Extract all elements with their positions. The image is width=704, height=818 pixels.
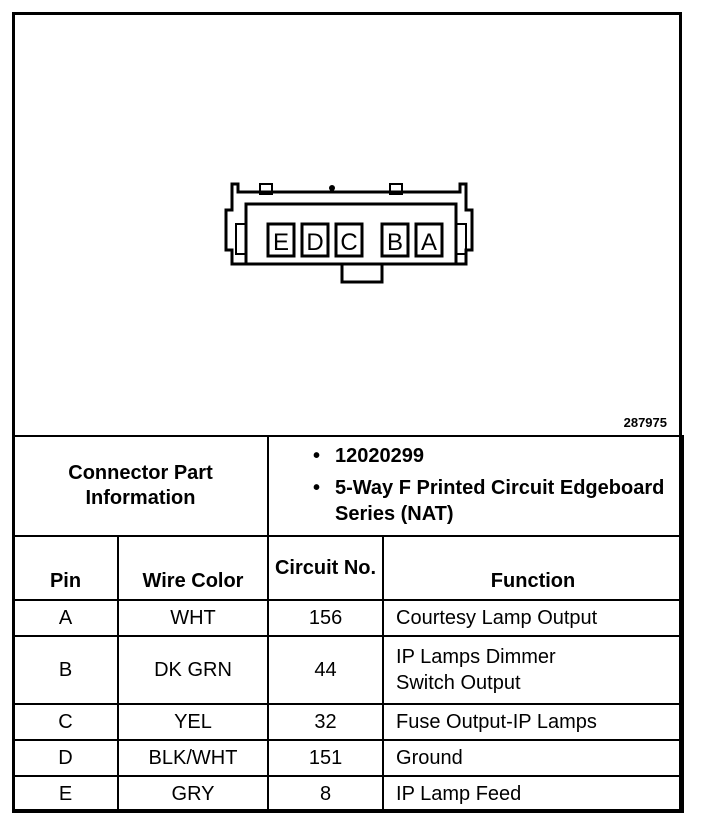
wire-color-cell: YEL xyxy=(118,704,268,740)
table-row xyxy=(13,636,683,704)
pin-cell: E xyxy=(13,776,118,812)
pin-label-a: A xyxy=(420,229,438,256)
function-cell: IP Lamp Feed xyxy=(383,776,683,812)
pin-label-c: C xyxy=(340,229,358,256)
wire-color-cell: GRY xyxy=(118,776,268,812)
function-cell: Courtesy Lamp Output xyxy=(383,600,683,636)
pin-label-b: B xyxy=(386,229,404,256)
wire-color-cell: WHT xyxy=(118,600,268,636)
header-circuit: Circuit No. xyxy=(268,536,383,600)
connector-figure xyxy=(15,15,679,435)
connector-diagram xyxy=(220,180,490,295)
table-row xyxy=(13,740,683,776)
circuit-cell: 44 xyxy=(268,636,383,704)
connector-document xyxy=(12,12,682,812)
table-row xyxy=(13,704,683,740)
pin-cell: B xyxy=(13,636,118,704)
pin-cell: A xyxy=(13,600,118,636)
header-pin: Pin xyxy=(13,536,118,600)
circuit-cell: 156 xyxy=(268,600,383,636)
function-cell: Ground xyxy=(383,740,683,776)
wire-color-cell: DK GRN xyxy=(118,636,268,704)
pin-cell: D xyxy=(13,740,118,776)
header-wire-color: Wire Color xyxy=(118,536,268,600)
column-header-row xyxy=(13,536,683,600)
figure-id: 287975 xyxy=(623,415,667,430)
function-cell: IP Lamps Dimmer Switch Output xyxy=(383,636,683,704)
table-row xyxy=(13,776,683,812)
connector-info-label: Connector Part Information xyxy=(13,436,268,536)
part-number: • 12020299 xyxy=(309,443,682,469)
pin-cell: C xyxy=(13,704,118,740)
circuit-cell: 151 xyxy=(268,740,383,776)
pin-label-d: D xyxy=(306,229,324,256)
connector-series: • 5-Way F Printed Circuit Edgeboard Series (NAT) xyxy=(309,475,682,527)
table-row xyxy=(13,600,683,636)
circuit-cell: 8 xyxy=(268,776,383,812)
pin-label-e: E xyxy=(272,229,290,256)
function-cell: Fuse Output-IP Lamps xyxy=(383,704,683,740)
wire-color-cell: BLK/WHT xyxy=(118,740,268,776)
connector-table xyxy=(12,435,684,813)
header-function: Function xyxy=(383,536,683,600)
circuit-cell: 32 xyxy=(268,704,383,740)
connector-info-row xyxy=(13,436,683,536)
connector-info-bullets xyxy=(268,436,683,536)
